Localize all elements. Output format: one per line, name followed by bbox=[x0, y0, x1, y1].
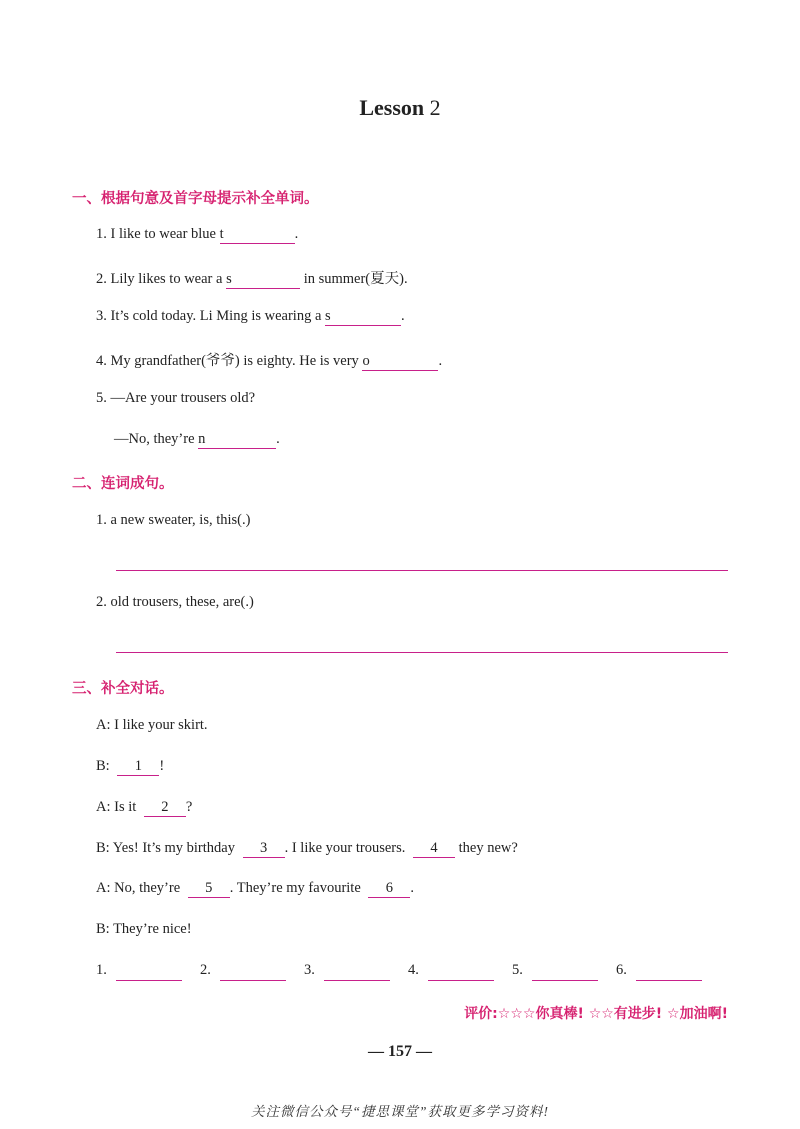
q4-text: 4. My grandfather(爷爷) is eighty. He is very bbox=[96, 353, 363, 369]
dialogue-line-3 bbox=[96, 799, 192, 817]
q5-blank[interactable] bbox=[198, 432, 276, 449]
s2-question-2: 2. old trousers, these, are(.) bbox=[96, 594, 254, 610]
section3-heading: 三、补全对话。 bbox=[72, 681, 174, 697]
blank-2-number: 2 bbox=[161, 799, 169, 815]
section1-heading: 一、根据句意及首字母提示补全单词。 bbox=[72, 191, 319, 207]
l2-pre: B: bbox=[96, 758, 114, 774]
l2-post: ! bbox=[159, 758, 165, 774]
q1-blank[interactable] bbox=[220, 227, 295, 244]
dialogue-line-1: A: I like your skirt. bbox=[96, 717, 208, 733]
answer-label-3: 3. bbox=[304, 962, 315, 978]
l3-post: ? bbox=[185, 799, 193, 815]
s2-question-1: 1. a new sweater, is, this(.) bbox=[96, 512, 251, 528]
q2-blank[interactable] bbox=[226, 272, 300, 289]
blank-1-number: 1 bbox=[134, 758, 142, 774]
q5b-text: —No, they’re bbox=[114, 431, 199, 447]
q3-text: 3. It’s cold today. Li Ming is wearing a bbox=[96, 308, 326, 324]
s2-answer-line-2[interactable] bbox=[116, 652, 728, 653]
answer-label-6: 6. bbox=[616, 962, 627, 978]
dialogue-line-5 bbox=[96, 880, 414, 898]
s1-question-1 bbox=[96, 226, 298, 244]
q3-blank[interactable] bbox=[325, 309, 401, 326]
l5-pre: A: No, they’re bbox=[96, 880, 184, 896]
answer-label-5: 5. bbox=[512, 962, 523, 978]
s2-answer-line-1[interactable] bbox=[116, 570, 728, 571]
s1-question-5a: 5. —Are your trousers old? bbox=[96, 390, 256, 406]
title-word: Lesson bbox=[359, 95, 425, 120]
l5-mid: . They’re my favourite bbox=[229, 880, 365, 896]
q4-hint: o bbox=[362, 353, 370, 369]
s1-question-5b bbox=[114, 431, 280, 449]
footer-note: 关注微信公众号“捷思课堂”获取更多学习资料! bbox=[250, 1104, 549, 1119]
l5-post: . bbox=[410, 880, 415, 896]
s1-question-2 bbox=[96, 267, 408, 289]
q2-text: 2. Lily likes to wear a bbox=[96, 271, 227, 287]
answer-blank-4[interactable] bbox=[428, 980, 494, 981]
blank-4[interactable] bbox=[413, 841, 455, 858]
blank-2[interactable] bbox=[144, 800, 186, 817]
answer-label-2: 2. bbox=[200, 962, 211, 978]
blank-6[interactable] bbox=[368, 881, 410, 898]
q5-hint: n bbox=[198, 431, 206, 447]
q2-hint: s bbox=[226, 271, 232, 287]
q3-post: . bbox=[401, 308, 405, 324]
answer-blank-6[interactable] bbox=[636, 980, 702, 981]
page-title bbox=[0, 95, 800, 121]
answer-blank-2[interactable] bbox=[220, 980, 286, 981]
answer-blank-1[interactable] bbox=[116, 980, 182, 981]
q3-hint: s bbox=[325, 308, 331, 324]
l3-pre: A: Is it bbox=[96, 799, 140, 815]
blank-1[interactable] bbox=[117, 759, 159, 776]
q4-blank[interactable] bbox=[362, 354, 438, 371]
answer-label-1: 1. bbox=[96, 962, 107, 978]
blank-5-number: 5 bbox=[205, 880, 213, 896]
answer-label-4: 4. bbox=[408, 962, 419, 978]
dialogue-line-2 bbox=[96, 758, 164, 776]
section2-heading: 二、连词成句。 bbox=[72, 476, 174, 492]
page-number: — 157 — bbox=[368, 1043, 432, 1060]
l4-mid: . I like your trousers. bbox=[284, 840, 410, 856]
q4-post: . bbox=[438, 353, 443, 369]
q1-post: . bbox=[294, 226, 299, 242]
answer-blank-5[interactable] bbox=[532, 980, 598, 981]
q2-post: in summer(夏天). bbox=[300, 271, 408, 287]
blank-5[interactable] bbox=[188, 881, 230, 898]
answer-blank-3[interactable] bbox=[324, 980, 390, 981]
blank-3-number: 3 bbox=[259, 840, 268, 856]
blank-3[interactable] bbox=[243, 841, 285, 858]
blank-6-number: 6 bbox=[385, 880, 394, 896]
q1-hint: t bbox=[219, 226, 224, 242]
evaluation-stars: 评价:☆☆☆你真棒! ☆☆有进步! ☆加油啊! bbox=[464, 1006, 728, 1022]
dialogue-line-6: B: They’re nice! bbox=[96, 921, 192, 937]
l4-pre: B: Yes! It’s my birthday bbox=[96, 840, 239, 856]
dialogue-line-4 bbox=[96, 840, 518, 858]
q5b-post: . bbox=[276, 431, 280, 447]
s1-question-4 bbox=[96, 349, 442, 371]
title-number: 2 bbox=[429, 95, 441, 120]
l4-post: they new? bbox=[455, 840, 518, 856]
q1-text: 1. I like to wear blue bbox=[96, 226, 220, 242]
blank-4-number: 4 bbox=[430, 840, 438, 856]
s1-question-3 bbox=[96, 308, 405, 326]
